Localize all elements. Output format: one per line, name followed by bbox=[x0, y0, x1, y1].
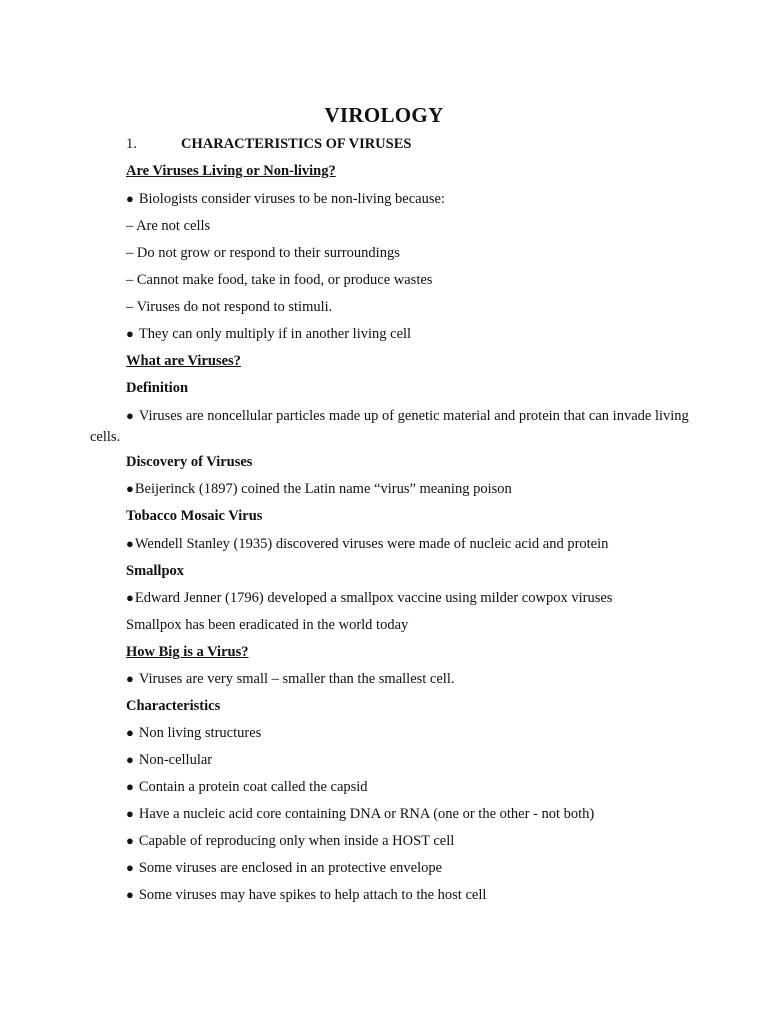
definition-text: Viruses are noncellular particles made up of genetic material and protein that can invade living cells. bbox=[90, 408, 689, 445]
bullet-stanley bbox=[126, 535, 608, 553]
heading-definition: Definition bbox=[126, 380, 189, 396]
bullet-very-small-text: Viruses are very small – smaller than the smallest cell. bbox=[138, 671, 455, 687]
bullet-biologists bbox=[126, 190, 445, 208]
bullet-very-small bbox=[126, 670, 454, 688]
heading-how-big: How Big is a Virus? bbox=[126, 644, 249, 660]
dash-do-not-grow: – Do not grow or respond to their surroundings bbox=[126, 245, 400, 261]
heading-what-are-viruses: What are Viruses? bbox=[126, 353, 241, 369]
characteristic-item bbox=[126, 832, 454, 850]
heading-characteristics: Characteristics bbox=[126, 698, 221, 714]
characteristic-text: Some viruses may have spikes to help attach to the host cell bbox=[138, 887, 487, 903]
dash-not-cells: – Are not cells bbox=[126, 218, 211, 234]
dash-no-stimuli: – Viruses do not respond to stimuli. bbox=[126, 299, 333, 315]
characteristic-text: Capable of reproducing only when inside a HOST cell bbox=[138, 833, 455, 849]
characteristic-item bbox=[126, 859, 442, 877]
section-heading bbox=[126, 135, 411, 153]
characteristic-item bbox=[126, 805, 594, 823]
bullet-multiply bbox=[126, 325, 411, 343]
characteristic-item bbox=[126, 886, 486, 904]
characteristic-text: Some viruses are enclosed in an protective envelope bbox=[138, 860, 443, 876]
bullet-beijerinck bbox=[126, 480, 512, 498]
smallpox-eradicated-note: Smallpox has been eradicated in the world today bbox=[126, 617, 409, 633]
heading-living-or-nonliving: Are Viruses Living or Non-living? bbox=[126, 163, 336, 179]
bullet-beijerinck-text: Beijerinck (1897) coined the Latin name “virus” meaning poison bbox=[134, 481, 512, 497]
characteristic-item bbox=[126, 778, 368, 796]
characteristic-item bbox=[126, 724, 261, 742]
section-title: CHARACTERISTICS OF VIRUSES bbox=[181, 136, 412, 152]
document-title: VIROLOGY bbox=[324, 103, 444, 127]
heading-discovery: Discovery of Viruses bbox=[126, 454, 253, 470]
definition-paragraph bbox=[90, 405, 690, 448]
characteristic-item bbox=[126, 751, 212, 769]
definition-bullet bbox=[126, 408, 139, 424]
characteristic-text: Non-cellular bbox=[138, 752, 213, 768]
bullet-jenner-text: Edward Jenner (1796) developed a smallpox vaccine using milder cowpox viruses bbox=[134, 590, 613, 606]
characteristic-text: Contain a protein coat called the capsid bbox=[138, 779, 368, 795]
characteristic-text: Non living structures bbox=[138, 725, 262, 741]
bullet-stanley-text: Wendell Stanley (1935) discovered viruses were made of nucleic acid and protein bbox=[134, 536, 609, 552]
bullet-biologists-text: Biologists consider viruses to be non-living because: bbox=[138, 191, 445, 207]
dash-cannot-make-food: – Cannot make food, take in food, or produce wastes bbox=[126, 272, 433, 288]
heading-smallpox: Smallpox bbox=[126, 563, 185, 579]
bullet-multiply-text: They can only multiply if in another living cell bbox=[138, 326, 412, 342]
bullet-jenner bbox=[126, 589, 612, 607]
characteristic-text: Have a nucleic acid core containing DNA or RNA (one or the other - not both) bbox=[138, 806, 595, 822]
heading-tobacco-mosaic: Tobacco Mosaic Virus bbox=[126, 508, 263, 524]
section-number: 1. bbox=[126, 136, 137, 152]
